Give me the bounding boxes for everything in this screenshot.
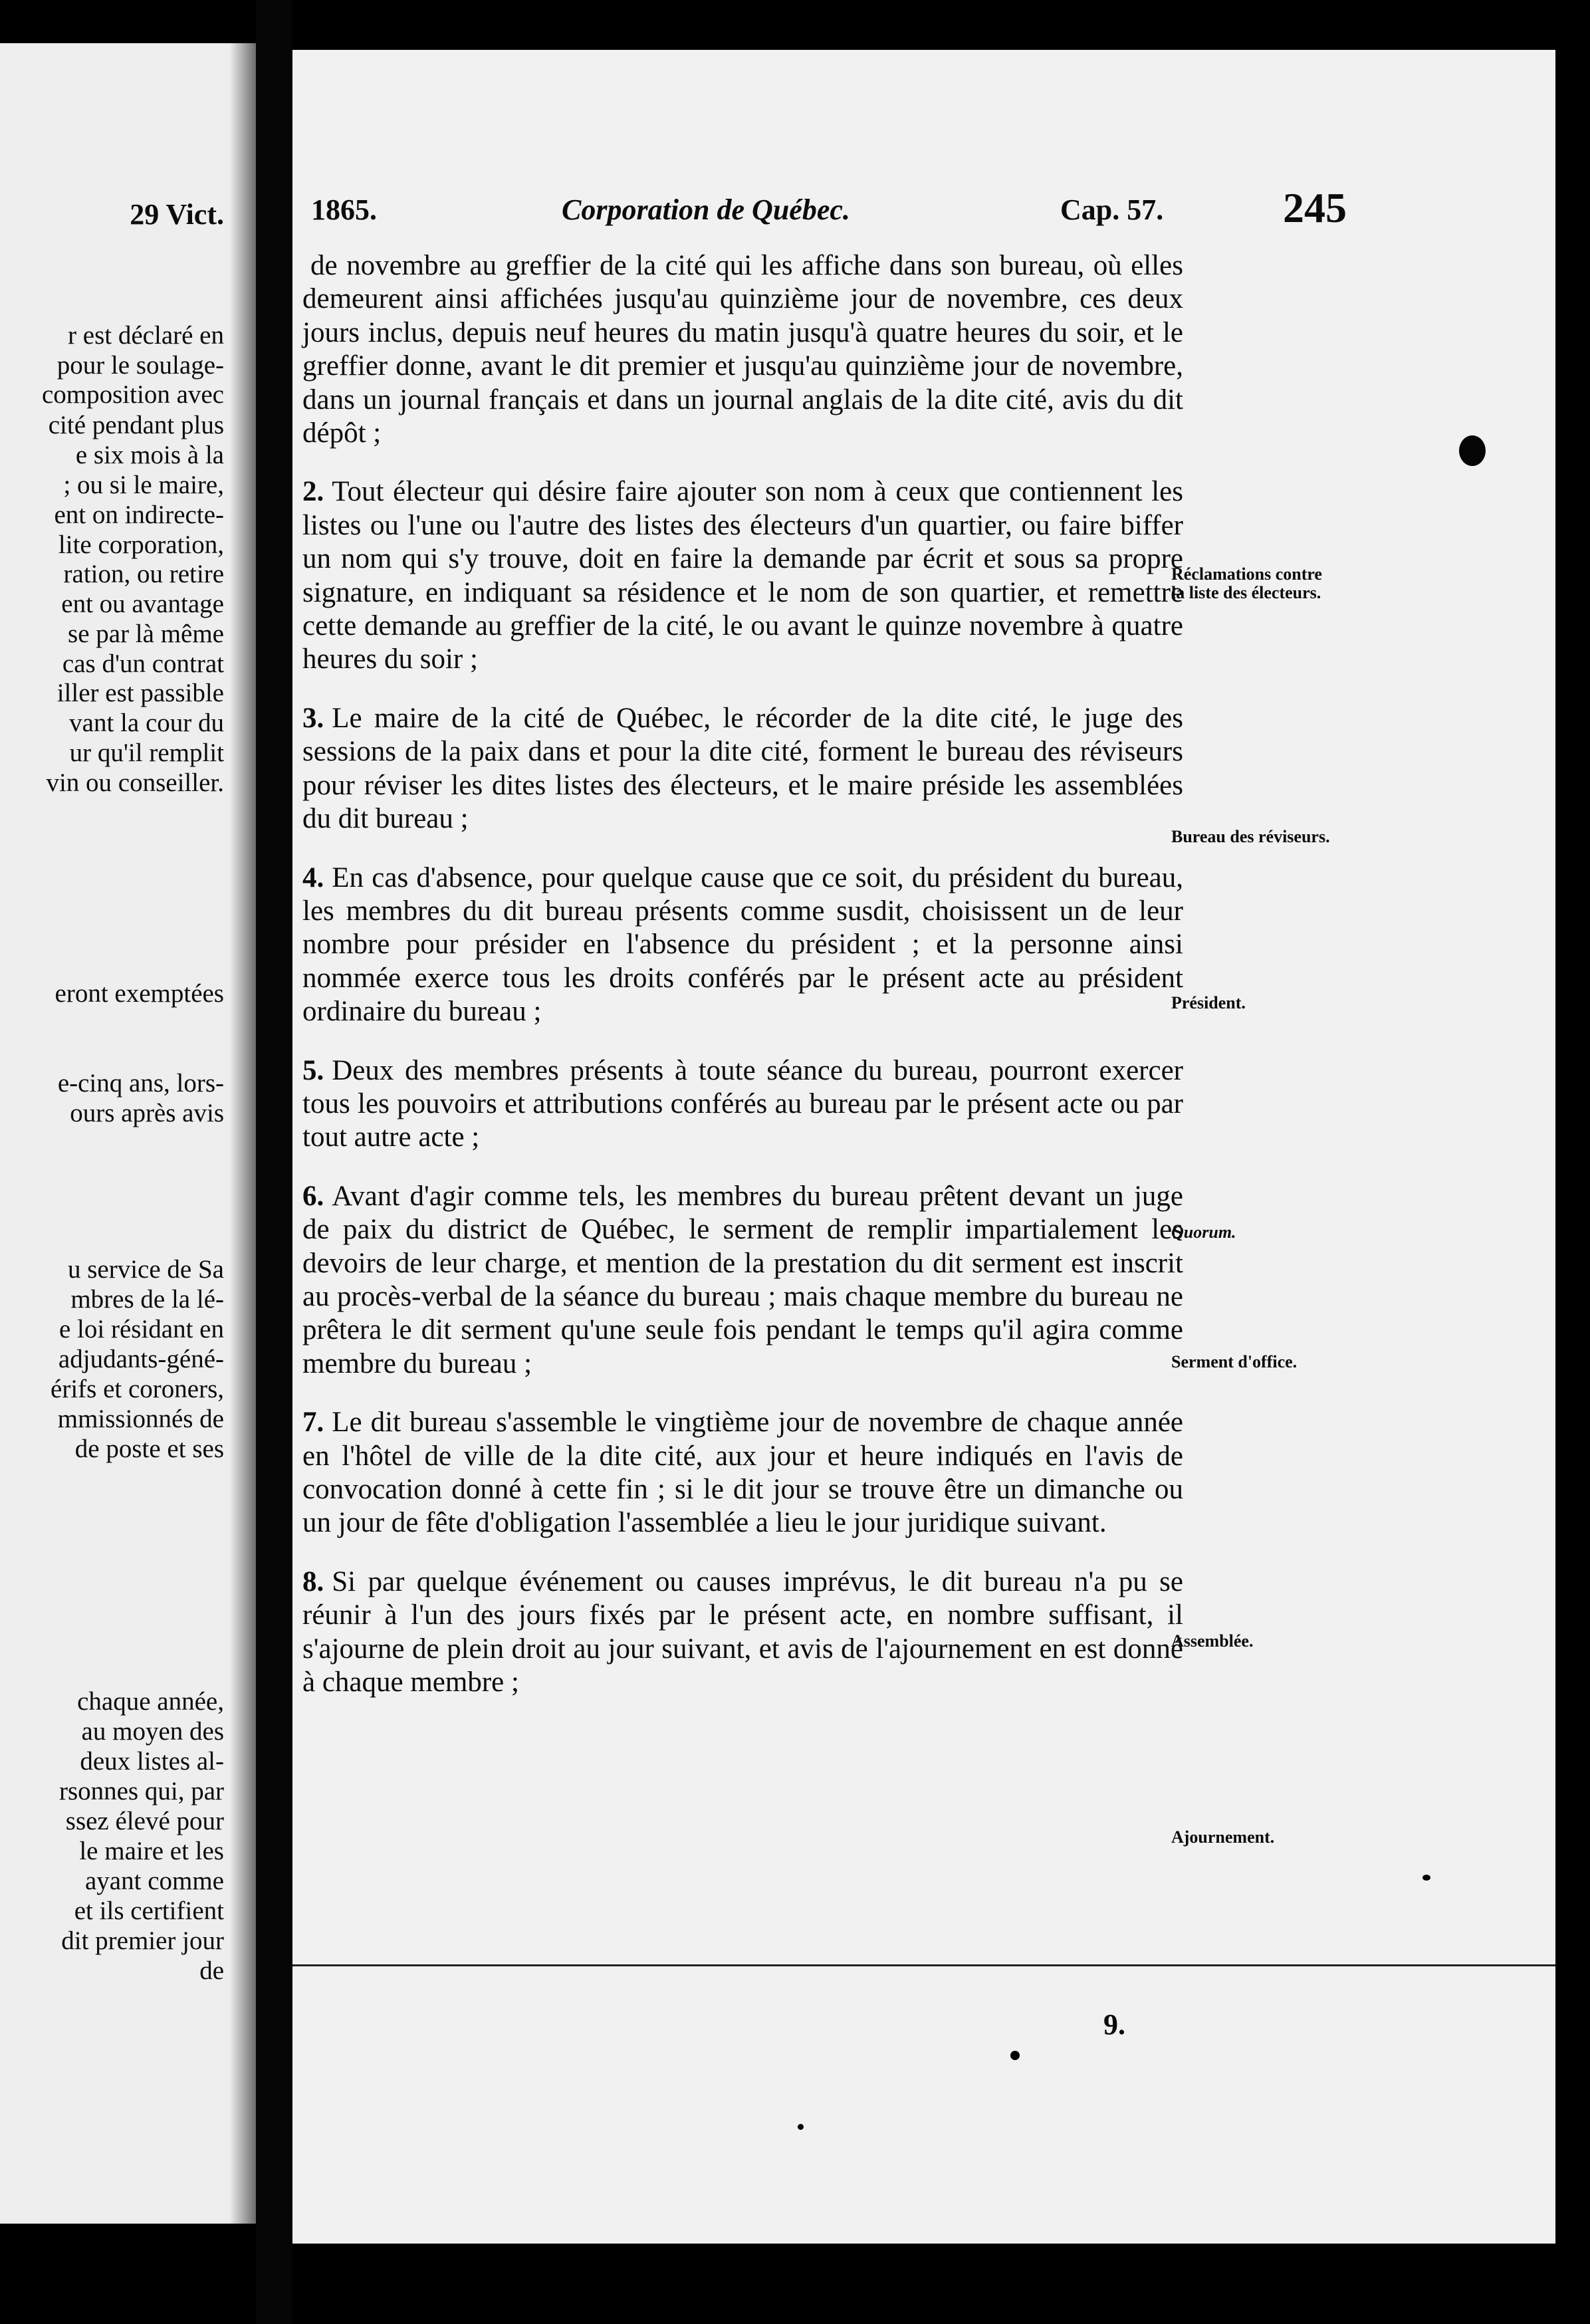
marginal-note-president: Président. [1171, 993, 1246, 1012]
left-text-line: cité pendant plus [48, 411, 224, 439]
left-text-line: ent on indirecte- [54, 501, 224, 529]
marginal-note-reclamations: Réclamations contre la liste des électeurs. [1171, 564, 1322, 602]
ink-speck [798, 2124, 804, 2130]
left-text-line: vin ou conseiller. [46, 768, 224, 797]
left-text-line: mmissionnés de [57, 1405, 224, 1433]
left-text-line: ; ou si le maire, [63, 471, 224, 499]
paragraph-text: de novembre au greffier de la cité qui les affiche dans son bureau, où elles demeurent ainsi affichées jusqu'au quinzième jour de novembre, ces deux jours inclus, depuis neuf heures du matin jusqu'à quatre heures du soir, et le greffier donne, avant le dit premier et jusqu'au quinzième jour de novembre, dans un journal français et dans un journal anglais de la dite cité, avis du dit dépôt ; [302, 250, 1183, 449]
paragraph-text: En cas d'absence, pour quelque cause que ce soit, du président du bureau, les membres du dit bureau présents comme susdit, choisissent un de leur nombre pour présider en l'absence du président ; et la personne ainsi nommée exerce tous les droits conférés par le présent acte au président ordinaire du bureau ; [302, 862, 1183, 1028]
paragraph-text: Le maire de la cité de Québec, le récorder de la dite cité, le juge des sessions de la paix dans et pour la dite cité, forment le bureau des réviseurs pour réviser les dites listes des électeurs, et le maire préside les assemblées du dit bureau ; [302, 702, 1183, 835]
page-number: 245 [1283, 184, 1347, 231]
ink-speck [1422, 1875, 1430, 1881]
paragraph-5 [292, 1054, 1183, 1155]
left-text-line: ur qu'il remplit [69, 739, 224, 767]
paragraph-number: 5. [302, 1054, 324, 1086]
left-text-line: e-cinq ans, lors- [57, 1069, 224, 1098]
binding-shadow [229, 43, 256, 2224]
left-text-line: dit premier jour [61, 1926, 224, 1955]
catchword: 9. [1103, 2008, 1125, 2041]
left-text-line: ration, ou retire [63, 560, 224, 588]
left-text-line: adjudants-géné- [58, 1345, 224, 1373]
left-text-line: e six mois à la [75, 441, 224, 469]
left-text-line: et ils certifient [74, 1897, 224, 1925]
marginal-note-ajournement: Ajournement. [1171, 1827, 1275, 1847]
left-text-line: se par là même [68, 620, 224, 648]
footer-rule [292, 1964, 1555, 1966]
left-text-line: composition avec [41, 380, 224, 409]
paragraph-text: Si par quelque événement ou causes imprévus, le dit bureau n'a pu se réunir à l'un des jours fixés par le présent acte, en nombre suffisant, il s'ajourne de plein droit au jour suivant, et avis de l'ajournement en est donné à chaque membre ; [302, 1566, 1183, 1698]
left-running-header: 29 Vict. [130, 198, 224, 231]
body-text [292, 249, 1183, 1724]
paragraph-number: 4. [302, 862, 324, 893]
ink-blot [1459, 435, 1486, 466]
paragraph-text: Avant d'agir comme tels, les membres du bureau prêtent devant un juge de paix du district de Québec, le serment de remplir impartialement les devoirs de leur charge, et mention de la prestation du dit serment est inscrit au procès-verbal de la séance du bureau ; mais chaque membre du bureau ne prêtera le dit serment qu'une seule fois pendant le temps qu'il agira comme membre du bureau ; [302, 1180, 1183, 1379]
paragraph-3 [292, 702, 1183, 836]
paragraph-text: Le dit bureau s'assemble le vingtième jour de novembre de chaque année en l'hôtel de ville de la dite cité, aux jour et heure indiqués en l'avis de convocation donné à cette fin ; si le dit jour se trouve être un dimanche ou un jour de fête d'obligation l'assemblée a lieu le jour juridique suivant. [302, 1407, 1183, 1539]
paragraph-number: 2. [302, 476, 324, 508]
marginal-note-serment: Serment d'office. [1171, 1352, 1298, 1371]
paragraph-1 [292, 249, 1183, 450]
left-text-line: rsonnes qui, par [58, 1777, 224, 1805]
left-text-line: au moyen des [81, 1717, 224, 1746]
binding-gutter [256, 0, 292, 2324]
left-text-line: chaque année, [77, 1687, 224, 1716]
left-text-line: de [199, 1956, 224, 1985]
paragraph-text: Deux des membres présents à toute séance du bureau, pourront exercer tous les pouvoirs et attributions conférés au bureau par le présent acte ou par tout autre acte ; [302, 1054, 1183, 1153]
header-chapter: Cap. 57. [1060, 193, 1164, 226]
left-text-line: ours après avis [70, 1099, 224, 1127]
marginal-note-bureau: Bureau des réviseurs. [1171, 827, 1330, 846]
left-text-line: pour le soulage- [57, 351, 224, 380]
paragraph-number: 3. [302, 702, 324, 734]
left-text-line: de poste et ses [74, 1435, 224, 1463]
ink-speck [1010, 2051, 1020, 2060]
paragraph-number: 6. [302, 1180, 324, 1212]
paragraph-2 [292, 475, 1183, 676]
left-text-line: eront exemptées [55, 979, 224, 1008]
left-text-line: ayant comme [85, 1867, 224, 1895]
left-text-line: e loi résidant en [59, 1315, 224, 1343]
header-title: Corporation de Québec. [562, 193, 850, 226]
previous-page-fragment [0, 43, 256, 2224]
left-text-line: r est déclaré en [68, 321, 224, 350]
left-text-line: ent ou avantage [61, 590, 224, 618]
running-header [292, 184, 1555, 239]
paragraph-8 [292, 1566, 1183, 1700]
paragraph-number: 8. [302, 1566, 324, 1597]
left-text-line: u service de Sa [68, 1255, 224, 1284]
paragraph-number: 7. [302, 1407, 324, 1439]
marginal-note-assemblee: Assemblée. [1171, 1631, 1254, 1651]
left-text-line: lite corporation, [58, 530, 224, 559]
paragraph-6 [292, 1180, 1183, 1381]
left-text-line: mbres de la lé- [70, 1285, 224, 1314]
marginal-note-quorum: Quorum. [1171, 1222, 1236, 1242]
paragraph-text: Tout électeur qui désire faire ajouter son nom à ceux que contiennent les listes ou l'une ou l'autre des listes des électeurs d'un quartier, ou faire biffer un nom qui s'y trouve, doit en faire la demande par écrit et sous sa propre signature, en indiquant sa résidence et le nom de son quartier, et remettre cette demande au greffier de la cité, le ou avant le quinze novembre à quatre heures du soir ; [302, 476, 1183, 675]
left-text-line: cas d'un contrat [62, 649, 224, 678]
paragraph-7 [292, 1406, 1183, 1540]
left-text-line: iller est passible [57, 679, 224, 707]
header-year: 1865. [311, 193, 377, 226]
left-text-line: érifs et coroners, [51, 1375, 224, 1403]
left-text-line: ssez élevé pour [65, 1807, 224, 1835]
left-text-line: deux listes al- [80, 1747, 224, 1776]
left-text-line: vant la cour du [69, 709, 224, 737]
left-text-line: le maire et les [79, 1837, 224, 1865]
page-245 [292, 50, 1555, 2244]
paragraph-4 [292, 862, 1183, 1029]
